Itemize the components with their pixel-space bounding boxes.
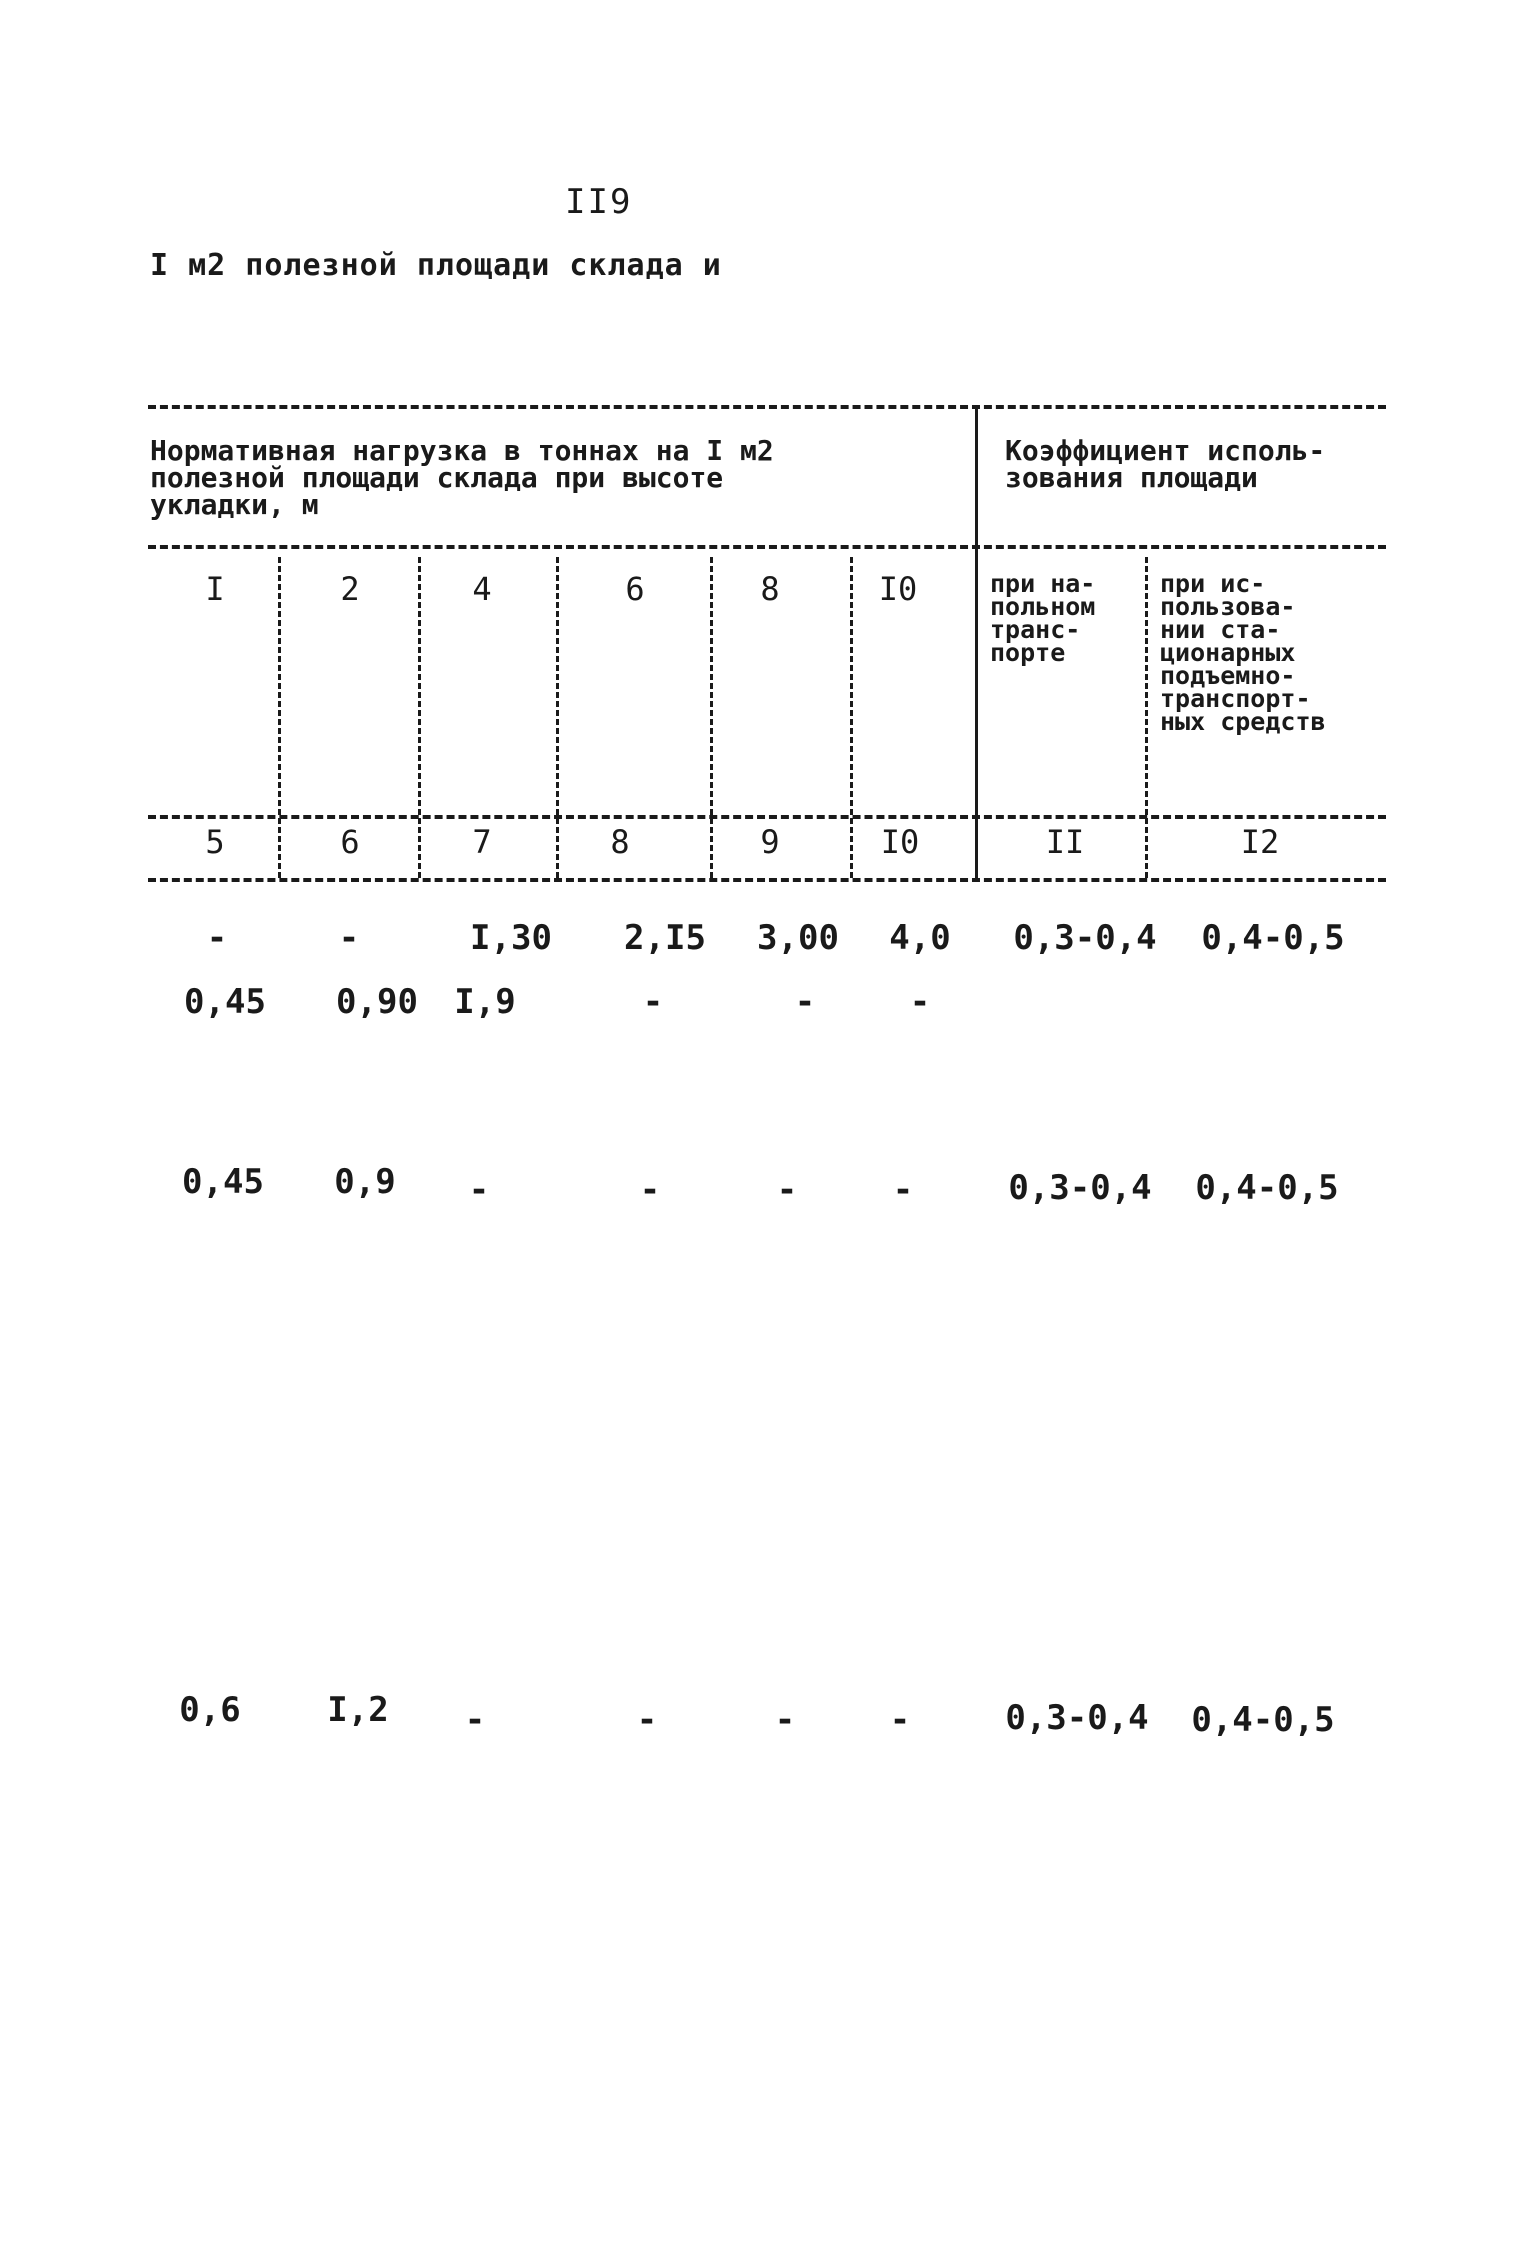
table-cell: - — [206, 918, 228, 958]
column-number: 9 — [760, 823, 780, 861]
table-cell: - — [338, 918, 360, 958]
column-number: II — [1045, 823, 1085, 861]
height-label: I0 — [878, 570, 918, 608]
table-cell: 4,0 — [889, 918, 951, 958]
table-top-rule — [148, 405, 1386, 409]
column-number: 5 — [205, 823, 225, 861]
column-number: 7 — [472, 823, 492, 861]
column-divider — [418, 557, 421, 878]
header-rule — [148, 545, 1386, 549]
table-cell: 3,00 — [757, 918, 839, 958]
table-cell: - — [892, 1170, 914, 1210]
table-cell: 0,6 — [179, 1690, 241, 1730]
table-cell: 0,9 — [334, 1162, 396, 1202]
subheader-rule — [148, 815, 1386, 819]
table-cell: - — [464, 1700, 486, 1740]
table-cell: - — [468, 1170, 490, 1210]
table-cell: I,2 — [327, 1690, 389, 1730]
table-cell: 0,3-0,4 — [1005, 1698, 1149, 1738]
height-label: 2 — [340, 570, 360, 608]
height-label: I — [205, 570, 225, 608]
table-cell: - — [794, 982, 816, 1022]
column-number: 8 — [610, 823, 630, 861]
table-cell: - — [774, 1700, 796, 1740]
header-coefficient: Коэффициент исполь- зования площади — [1005, 434, 1326, 494]
table-cell: 2,I5 — [624, 918, 706, 958]
table-caption: I м2 полезной площади склада и — [150, 248, 722, 283]
major-divider — [975, 405, 978, 878]
table-cell: - — [642, 982, 664, 1022]
subheader-stationary-transport: при ис- пользова- нии ста- ционарных подъемно- транспорт- ных средств — [1160, 569, 1326, 736]
column-number: I2 — [1240, 823, 1280, 861]
table-cell: - — [889, 1700, 911, 1740]
column-divider — [278, 557, 281, 878]
table-cell: 0,3-0,4 — [1013, 918, 1157, 958]
height-label: 8 — [760, 570, 780, 608]
column-divider — [1145, 557, 1148, 878]
table-cell: 0,4-0,5 — [1201, 918, 1345, 958]
height-label: 4 — [472, 570, 492, 608]
table-cell: I,30 — [470, 918, 552, 958]
table-cell: 0,4-0,5 — [1195, 1168, 1339, 1208]
table-cell: 0,45 — [184, 982, 266, 1022]
column-number: I0 — [880, 823, 920, 861]
table-cell: 0,90 — [336, 982, 418, 1022]
height-label: 6 — [625, 570, 645, 608]
column-divider — [556, 557, 559, 878]
table-cell: - — [776, 1170, 798, 1210]
table-cell: 0,3-0,4 — [1008, 1168, 1152, 1208]
table-cell: 0,4-0,5 — [1191, 1700, 1335, 1740]
page-number: II9 — [565, 182, 633, 222]
column-number: 6 — [340, 823, 360, 861]
subheader-floor-transport: при на- польном транс- порте — [990, 569, 1096, 667]
column-number-rule — [148, 878, 1386, 882]
table-cell: - — [636, 1700, 658, 1740]
table-cell: 0,45 — [182, 1162, 264, 1202]
table-cell: I,9 — [454, 982, 516, 1022]
header-load: Нормативная нагрузка в тоннах на I м2 полезной площади склада при высоте укладки, м — [150, 434, 774, 521]
table-cell: - — [639, 1170, 661, 1210]
table-cell: - — [909, 982, 931, 1022]
